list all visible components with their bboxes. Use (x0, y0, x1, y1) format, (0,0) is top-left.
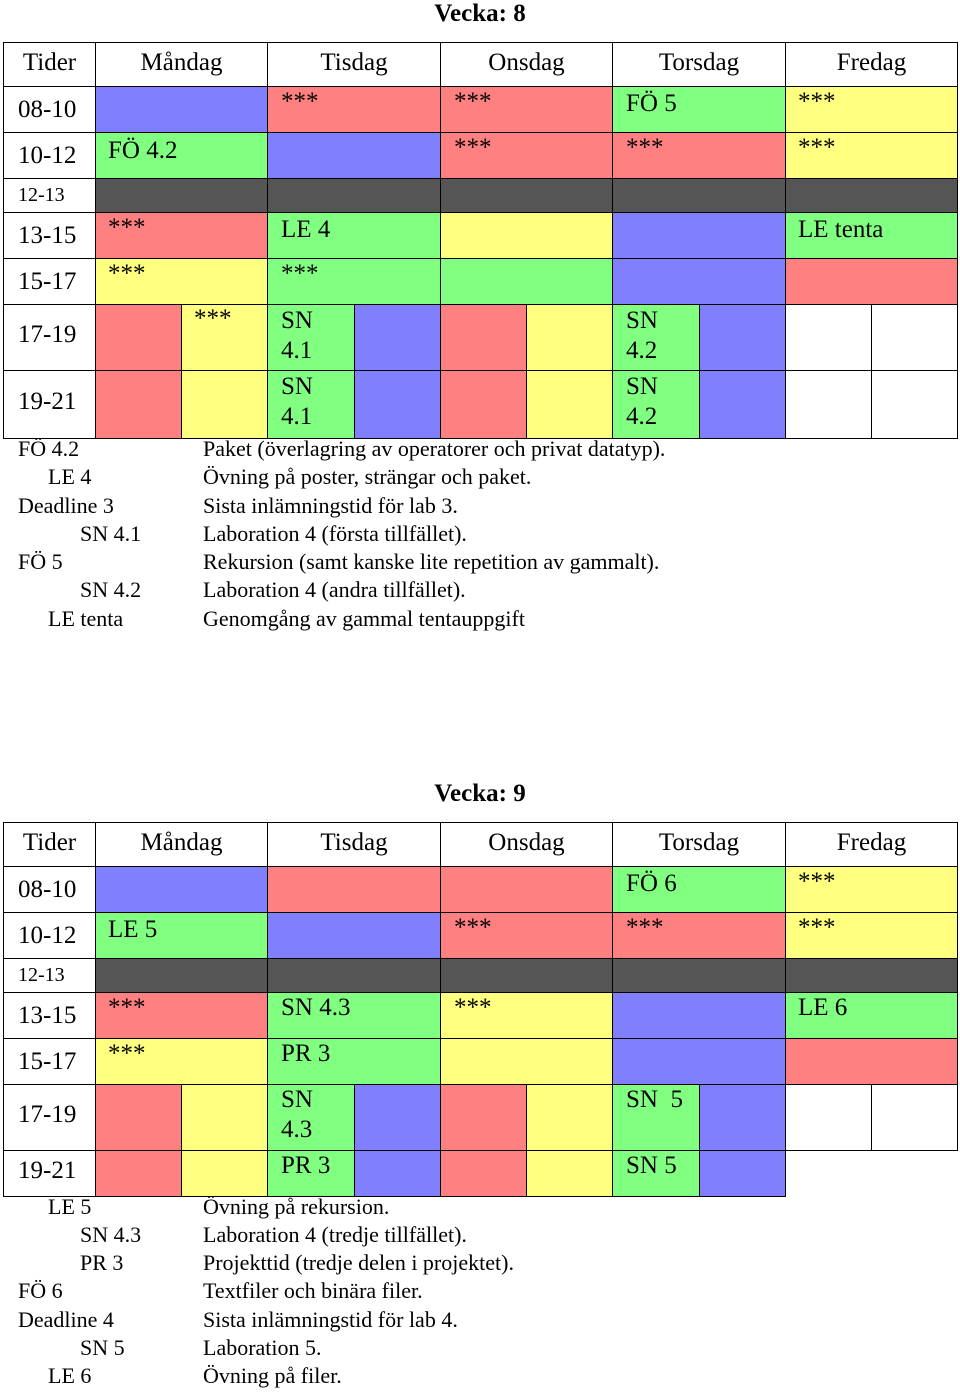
slot-tue-1719-a (267, 304, 355, 371)
slot-mon-0810 (95, 866, 268, 913)
slot-text: SN (281, 1086, 313, 1113)
time-label: 19-21 (18, 388, 77, 415)
slot-fri-1517 (785, 258, 958, 305)
slot-text: LE 4 (281, 216, 331, 243)
slot-thu-1719-a (612, 304, 700, 371)
header-monday (95, 822, 268, 867)
legend-desc: Projekttid (tredje delen i projektet). (203, 1250, 514, 1275)
legend-desc: Laboration 5. (203, 1335, 322, 1360)
slot-mon-1315 (95, 212, 268, 259)
slot-tue-1517 (267, 258, 441, 305)
slot-mon-1315 (95, 992, 268, 1039)
legend-code: Deadline 3 (18, 493, 114, 518)
slot-wed-0810 (440, 866, 613, 913)
slot-tue-1719-a (267, 1084, 355, 1151)
time-label: 12-13 (18, 184, 65, 206)
slot-text: SN 5 (626, 1086, 683, 1113)
slot-text: *** (626, 134, 664, 161)
slot-text: *** (454, 88, 492, 115)
lunch-slot (440, 958, 613, 993)
header-times (3, 42, 96, 87)
slot-text: *** (108, 994, 146, 1021)
header-friday (785, 42, 958, 87)
legend-desc: Övning på poster, strängar och paket. (203, 464, 532, 489)
time-cell (3, 958, 96, 993)
header-wednesday (440, 42, 613, 87)
slot-fri-1719-a (785, 304, 872, 371)
slot-wed-1719-b (526, 1084, 613, 1151)
slot-text: SN (281, 307, 313, 334)
header-label: Fredag (836, 829, 907, 856)
time-label: 19-21 (18, 1157, 77, 1184)
time-label: 10-12 (18, 142, 77, 169)
slot-thu-0810 (612, 86, 786, 133)
slot-thu-1517 (612, 1038, 786, 1085)
slot-text: LE 5 (108, 916, 158, 943)
slot-thu-1517 (612, 258, 786, 305)
header-label: Måndag (140, 829, 223, 856)
slot-mon-1719-b (181, 1084, 268, 1151)
slot-wed-1517 (440, 258, 613, 305)
legend-desc: Sista inlämningstid för lab 4. (203, 1307, 458, 1332)
header-label: Tider (22, 49, 77, 76)
slot-text: LE 6 (798, 994, 848, 1021)
legend-desc: Laboration 4 (första tillfället). (203, 521, 467, 546)
slot-tue-0810 (267, 86, 441, 133)
slot-text: FÖ 5 (626, 90, 677, 117)
slot-text: LE tenta (798, 216, 884, 243)
time-cell (3, 370, 96, 439)
slot-text: SN (626, 373, 658, 400)
legend-desc: Rekursion (samt kanske lite repetition av gammalt). (203, 549, 660, 574)
header-label: Onsdag (488, 49, 565, 76)
slot-wed-1012 (440, 132, 613, 179)
header-label: Tider (22, 829, 77, 856)
slot-tue-1315 (267, 992, 441, 1039)
slot-mon-1921-a (95, 1150, 182, 1197)
time-cell (3, 304, 96, 371)
header-tuesday (267, 42, 441, 87)
slot-tue-1921-a (267, 370, 355, 439)
slot-mon-1719-a (95, 304, 182, 371)
legend-code: FÖ 4.2 (18, 436, 80, 461)
slot-text: *** (626, 914, 664, 941)
time-label: 17-19 (18, 321, 77, 348)
slot-fri-1921-a (785, 370, 872, 439)
slot-wed-1012 (440, 912, 613, 959)
time-cell (3, 86, 96, 133)
slot-wed-1719-b (526, 304, 613, 371)
legend-code: FÖ 5 (18, 549, 63, 574)
slot-fri-0810 (785, 86, 958, 133)
legend-desc: Övning på filer. (203, 1363, 342, 1388)
slot-mon-1921-b (181, 370, 268, 439)
slot-wed-1315 (440, 212, 613, 259)
legend-code: Deadline 4 (18, 1307, 114, 1332)
legend-desc: Paket (överlagring av operatorer och privat datatyp). (203, 436, 666, 461)
lunch-slot (440, 178, 613, 213)
slot-fri-1719-b (871, 1084, 958, 1151)
time-cell (3, 258, 96, 305)
slot-text: SN (626, 307, 658, 334)
slot-text: SN (281, 373, 313, 400)
time-label: 17-19 (18, 1101, 77, 1128)
time-label: 13-15 (18, 222, 77, 249)
slot-tue-1012 (267, 132, 441, 179)
legend-code: LE tenta (48, 606, 124, 631)
header-monday (95, 42, 268, 87)
slot-mon-1517 (95, 1038, 268, 1085)
time-cell (3, 1038, 96, 1085)
slot-tue-1921-b (354, 1150, 441, 1197)
slot-text: 4.2 (626, 337, 658, 364)
slot-text: *** (798, 134, 836, 161)
slot-wed-1719-a (440, 304, 527, 371)
slot-text: *** (281, 88, 319, 115)
slot-fri-1719-a (785, 1084, 872, 1151)
legend-code: FÖ 6 (18, 1278, 63, 1303)
header-label: Onsdag (488, 829, 565, 856)
legend-code: LE 5 (48, 1194, 92, 1219)
slot-text: *** (454, 134, 492, 161)
time-cell (3, 992, 96, 1039)
slot-text: *** (798, 88, 836, 115)
slot-thu-1315 (612, 992, 786, 1039)
slot-text: 4.3 (281, 1116, 313, 1143)
time-label: 08-10 (18, 96, 77, 123)
slot-tue-1315 (267, 212, 441, 259)
slot-wed-1315 (440, 992, 613, 1039)
slot-wed-1921-a (440, 1150, 527, 1197)
time-label: 15-17 (18, 1048, 77, 1075)
header-label: Torsdag (658, 49, 740, 76)
lunch-slot (95, 958, 268, 993)
time-cell (3, 132, 96, 179)
slot-text: FÖ 6 (626, 870, 677, 897)
slot-text: FÖ 4.2 (108, 137, 178, 164)
slot-mon-0810 (95, 86, 268, 133)
slot-thu-1719-b (699, 304, 786, 371)
lunch-slot (267, 178, 441, 213)
legend-desc: Textfiler och binära filer. (203, 1278, 423, 1303)
lunch-slot (785, 178, 958, 213)
header-friday (785, 822, 958, 867)
slot-text: 4.2 (626, 403, 658, 430)
slot-mon-1012 (95, 132, 268, 179)
header-thursday (612, 822, 786, 867)
time-label: 08-10 (18, 876, 77, 903)
slot-tue-1921-b (354, 370, 441, 439)
slot-text: *** (454, 994, 492, 1021)
slot-mon-1719-a (95, 1084, 182, 1151)
slot-text: *** (798, 868, 836, 895)
time-label: 13-15 (18, 1002, 77, 1029)
header-label: Torsdag (658, 829, 740, 856)
time-cell (3, 866, 96, 913)
slot-text: *** (194, 305, 232, 332)
slot-wed-1921-b (526, 370, 613, 439)
slot-thu-1012 (612, 912, 786, 959)
week-8-title: Vecka: 8 (434, 0, 526, 27)
lunch-slot (612, 178, 786, 213)
slot-thu-1719-b (699, 1084, 786, 1151)
slot-tue-1719-b (354, 1084, 441, 1151)
slot-thu-1921-a (612, 370, 700, 439)
slot-mon-1517 (95, 258, 268, 305)
header-tuesday (267, 822, 441, 867)
lunch-slot (267, 958, 441, 993)
legend-desc: Laboration 4 (andra tillfället). (203, 577, 466, 602)
lunch-slot (95, 178, 268, 213)
slot-thu-1921-b (699, 370, 786, 439)
legend-desc: Övning på rekursion. (203, 1194, 390, 1219)
legend-code: PR 3 (80, 1250, 124, 1275)
header-label: Fredag (836, 49, 907, 76)
slot-text: *** (798, 914, 836, 941)
slot-text: SN 5 (626, 1152, 677, 1179)
slot-thu-1921-b (699, 1150, 786, 1197)
slot-text: *** (108, 214, 146, 241)
header-label: Tisdag (320, 49, 388, 76)
slot-fri-1517 (785, 1038, 958, 1085)
legend-code: SN 5 (80, 1335, 125, 1360)
header-wednesday (440, 822, 613, 867)
slot-thu-1012 (612, 132, 786, 179)
time-cell (3, 912, 96, 959)
legend-desc: Genomgång av gammal tentauppgift (203, 606, 525, 631)
slot-wed-1921-a (440, 370, 527, 439)
time-cell (3, 178, 96, 213)
legend-code: SN 4.2 (80, 577, 142, 602)
slot-text: PR 3 (281, 1040, 331, 1067)
slot-thu-1315 (612, 212, 786, 259)
slot-mon-1719-b (181, 304, 268, 371)
slot-fri-1719-b (871, 304, 958, 371)
time-cell (3, 1084, 96, 1151)
slot-mon-1921-a (95, 370, 182, 439)
slot-wed-1719-a (440, 1084, 527, 1151)
header-times (3, 822, 96, 867)
slot-tue-1921-a (267, 1150, 355, 1197)
legend-code: SN 4.3 (80, 1222, 142, 1247)
slot-wed-0810 (440, 86, 613, 133)
slot-mon-1921-b (181, 1150, 268, 1197)
slot-thu-1719-a (612, 1084, 700, 1151)
lunch-slot (785, 958, 958, 993)
time-label: 15-17 (18, 268, 77, 295)
slot-fri-1921-b (871, 370, 958, 439)
slot-thu-1921-a (612, 1150, 700, 1197)
slot-text: 4.1 (281, 403, 313, 430)
legend-code: LE 4 (48, 464, 92, 489)
slot-text: SN 4.3 (281, 994, 351, 1021)
slot-fri-1012 (785, 912, 958, 959)
slot-tue-0810 (267, 866, 441, 913)
slot-tue-1517 (267, 1038, 441, 1085)
slot-mon-1012 (95, 912, 268, 959)
header-label: Tisdag (320, 829, 388, 856)
slot-text: PR 3 (281, 1152, 331, 1179)
slot-text: 4.1 (281, 337, 313, 364)
slot-tue-1012 (267, 912, 441, 959)
legend-code: SN 4.1 (80, 521, 142, 546)
slot-fri-1315 (785, 212, 958, 259)
legend-desc: Sista inlämningstid för lab 3. (203, 493, 458, 518)
slot-fri-0810 (785, 866, 958, 913)
slot-fri-1012 (785, 132, 958, 179)
slot-text: *** (108, 260, 146, 287)
slot-wed-1921-b (526, 1150, 613, 1197)
slot-thu-0810 (612, 866, 786, 913)
slot-tue-1719-b (354, 304, 441, 371)
week-9-title: Vecka: 9 (434, 780, 526, 807)
header-label: Måndag (140, 49, 223, 76)
legend-code: LE 6 (48, 1363, 92, 1388)
time-cell (3, 1150, 96, 1197)
slot-text: *** (454, 914, 492, 941)
slot-wed-1517 (440, 1038, 613, 1085)
time-label: 10-12 (18, 922, 77, 949)
time-label: 12-13 (18, 964, 65, 986)
slot-fri-1315 (785, 992, 958, 1039)
time-cell (3, 212, 96, 259)
lunch-slot (612, 958, 786, 993)
slot-text: *** (281, 260, 319, 287)
header-thursday (612, 42, 786, 87)
legend-desc: Laboration 4 (tredje tillfället). (203, 1222, 467, 1247)
slot-text: *** (108, 1040, 146, 1067)
